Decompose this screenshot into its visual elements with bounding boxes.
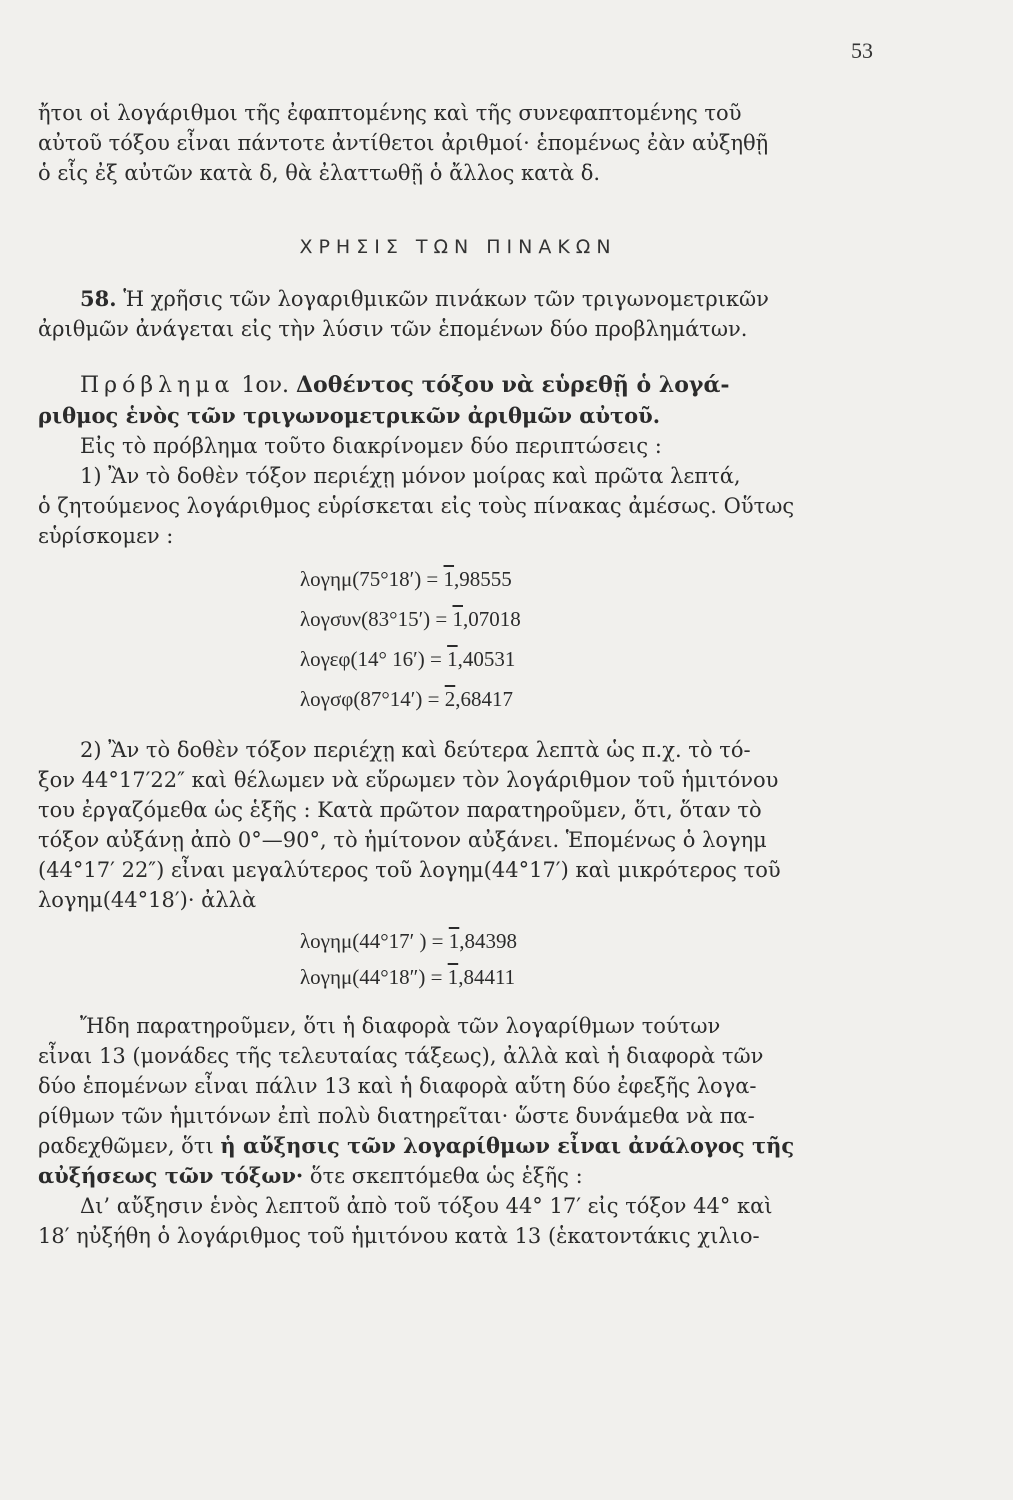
formula-lhs: λογσυν(83°15′) = bbox=[300, 607, 453, 631]
section-title: ΧΡΗΣΙΣ ΤΩΝ ΠΙΝΑΚΩΝ bbox=[299, 236, 617, 258]
formula-characteristic: 1 bbox=[443, 567, 455, 591]
conclusion-line-1: Ἤδη παρατηροῦμεν, ὅτι ἡ διαφορὰ τῶν λογαρίθμων τούτων bbox=[80, 1014, 721, 1038]
conclusion-text: ὅτε σκεπτόμεθα ὡς ἑξῆς : bbox=[303, 1164, 583, 1188]
conclusion-line-5 bbox=[38, 1131, 878, 1161]
formula-line bbox=[38, 639, 878, 679]
intro-line-1: ἤτοι οἱ λογάριθμοι τῆς ἐφαπτομένης καὶ τῆς συνεφαπτομένης τοῦ bbox=[38, 101, 742, 125]
formula-mantissa: ,84411 bbox=[458, 965, 516, 989]
formula-lhs: λογεφ(14° 16′) = bbox=[300, 647, 448, 671]
case2-line-1: 2) Ἂν τὸ δοθὲν τόξον περιέχῃ καὶ δεύτερα λεπτὰ ὡς π.χ. τὸ τό- bbox=[80, 738, 751, 762]
case-intro: Εἰς τὸ πρόβλημα τοῦτο διακρίνομεν δύο περιπτώσεις : bbox=[80, 434, 662, 458]
conclusion-line-2: εἶναι 13 (μονάδες τῆς τελευταίας τάξεως), ἀλλὰ καὶ ἡ διαφορὰ τῶν bbox=[38, 1044, 764, 1068]
formula-lhs: λογημ(75°18′) = bbox=[300, 567, 444, 591]
problem-title: Δοθέντος τόξου νὰ εὑρεθῇ ὁ λογά- bbox=[295, 372, 730, 398]
case1-line-1: 1) Ἂν τὸ δοθὲν τόξον περιέχῃ μόνον μοίρας καὶ πρῶτα λεπτά, bbox=[80, 464, 741, 488]
conclusion-emphasis: ἡ αὔξησις τῶν λογαρίθμων εἶναι ἀνάλογος τῆς bbox=[220, 1133, 795, 1158]
section-58-line-2: ἀριθμῶν ἀνάγεται εἰς τὴν λύσιν τῶν ἑπομένων δύο προβλημάτων. bbox=[38, 317, 748, 341]
problem-line-1 bbox=[38, 370, 878, 401]
formula-mantissa: ,84398 bbox=[459, 929, 518, 953]
conclusion-line-7: Δι’ αὔξησιν ἑνὸς λεπτοῦ ἀπὸ τοῦ τόξου 44° 17′ εἰς τόξον 44° καὶ bbox=[80, 1194, 773, 1218]
formula-line bbox=[38, 599, 878, 639]
conclusion-line-8: 18′ ηὐξήθη ὁ λογάριθμος τοῦ ἡμιτόνου κατὰ 13 (ἑκατοντάκις χιλιο- bbox=[38, 1224, 760, 1248]
case2-line-4: τόξον αὐξάνῃ ἀπὸ 0°—90°, τὸ ἡμίτονον αὐξάνει. Ἑπομένως ὁ λογημ bbox=[38, 828, 767, 852]
case2-line-2: ξον 44°17′22″ καὶ θέλωμεν νὰ εὕρωμεν τὸν λογάριθμον τοῦ ἡμιτόνου bbox=[38, 768, 779, 792]
formula-line bbox=[38, 679, 878, 719]
formula-characteristic: 1 bbox=[452, 607, 463, 631]
page-body bbox=[38, 98, 878, 1251]
section-58-text: Ἡ χρῆσις τῶν λογαριθμικῶν πινάκων τῶν τριγωνομετρικῶν bbox=[116, 287, 769, 311]
formula-characteristic: 1 bbox=[447, 965, 459, 989]
formula-characteristic: 1 bbox=[447, 647, 458, 671]
intro-line-2: αὐτοῦ τόξου εἶναι πάντοτε ἀντίθετοι ἀριθμοί· ἑπομένως ἐὰν αὐξηθῇ bbox=[38, 131, 769, 155]
case2-line-6: λογημ(44°18′)· ἀλλὰ bbox=[38, 888, 257, 912]
section-number: 58. bbox=[80, 286, 117, 311]
formula-characteristic: 2 bbox=[444, 687, 456, 711]
case1-line-3: εὑρίσκομεν : bbox=[38, 524, 174, 548]
conclusion-line-6 bbox=[38, 1161, 878, 1191]
formula-line bbox=[38, 923, 878, 959]
page-number: 53 bbox=[851, 38, 873, 63]
formula-lhs: λογημ(44°17′ ) = bbox=[300, 929, 449, 953]
formula-mantissa: ,40531 bbox=[457, 647, 516, 671]
formula-mantissa: ,07018 bbox=[463, 607, 521, 631]
formula-line bbox=[38, 559, 878, 599]
formula-lhs: λογημ(44°18″) = bbox=[300, 965, 448, 989]
problem-number: 1ον. bbox=[234, 373, 296, 398]
case2-line-3: του ἐργαζόμεθα ὡς ἑξῆς : Κατὰ πρῶτον παρατηροῦμεν, ὅτι, ὅταν τὸ bbox=[38, 798, 762, 822]
formula-mantissa: ,68417 bbox=[455, 687, 513, 711]
problem-word: Πρόβλημα bbox=[80, 373, 235, 398]
problem-title-cont: ριθμος ἑνὸς τῶν τριγωνομετρικῶν ἀριθμῶν αὐτοῦ. bbox=[38, 403, 661, 428]
case2-line-5: (44°17′ 22″) εἶναι μεγαλύτερος τοῦ λογημ(44°17′) καὶ μικρότερος τοῦ bbox=[38, 858, 781, 882]
formula-characteristic: 1 bbox=[448, 929, 460, 953]
formula-block-2 bbox=[38, 923, 878, 995]
formula-mantissa: ,98555 bbox=[454, 567, 512, 591]
formula-line bbox=[38, 959, 878, 995]
conclusion-emphasis-cont: αὐξήσεως τῶν τόξων· bbox=[38, 1163, 304, 1188]
intro-line-3: ὁ εἷς ἐξ αὐτῶν κατὰ δ, θὰ ἐλαττωθῇ ὁ ἄλλος κατὰ δ. bbox=[38, 161, 601, 185]
conclusion-line-4: ρίθμων τῶν ἡμιτόνων ἐπὶ πολὺ διατηρεῖται· ὥστε δυνάμεθα νὰ πα- bbox=[38, 1104, 755, 1128]
case1-line-2: ὁ ζητούμενος λογάριθμος εὑρίσκεται εἰς τοὺς πίνακας ἀμέσως. Οὕτως bbox=[38, 494, 795, 518]
section-58-line-1 bbox=[38, 284, 878, 314]
conclusion-line-3: δύο ἑπομένων εἶναι πάλιν 13 καὶ ἡ διαφορὰ αὕτη δύο ἐφεξῆς λογα- bbox=[38, 1074, 757, 1098]
formula-lhs: λογσφ(87°14′) = bbox=[300, 687, 445, 711]
conclusion-text: ραδεχθῶμεν, ὅτι bbox=[38, 1134, 221, 1158]
problem-line-2 bbox=[38, 401, 878, 431]
formula-block-1 bbox=[38, 559, 878, 719]
